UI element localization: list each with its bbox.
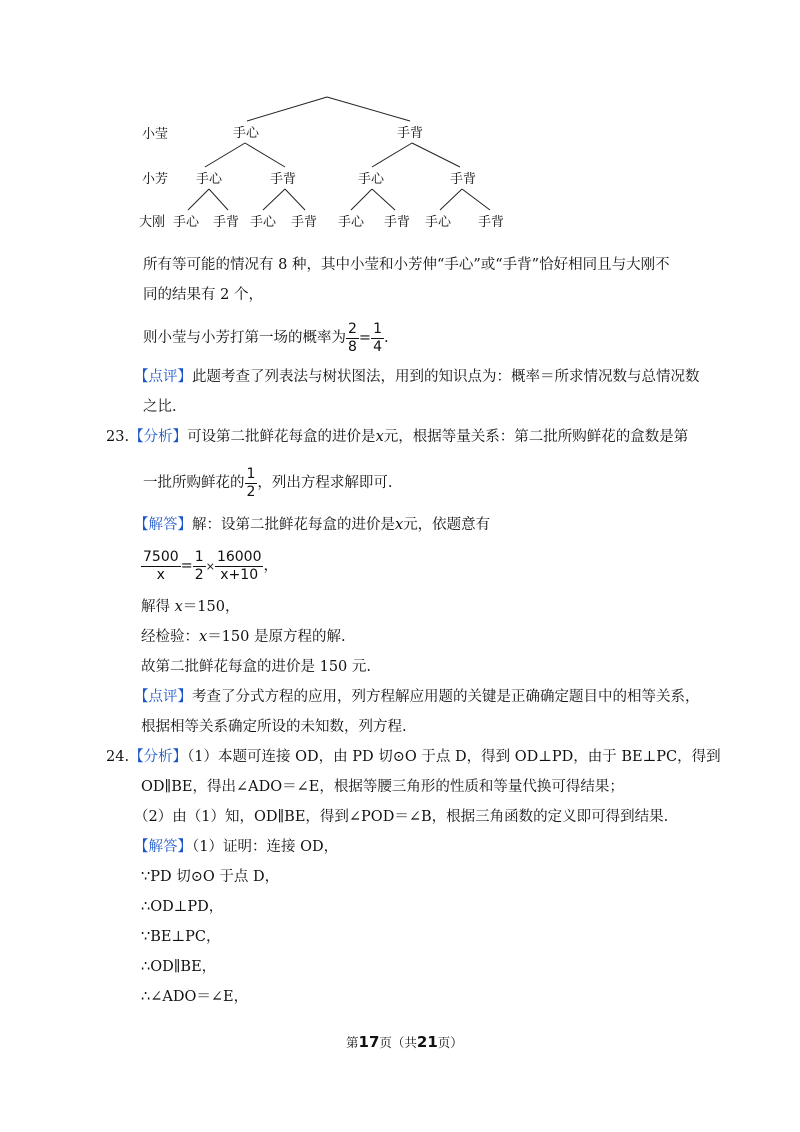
fraction-denominator: 8 bbox=[348, 338, 357, 355]
fraction-denominator: x+10 bbox=[220, 566, 259, 583]
analysis-tag: 【分析】 bbox=[129, 429, 188, 445]
tree-edge bbox=[412, 143, 460, 167]
fraction bbox=[215, 549, 264, 584]
period: . bbox=[384, 330, 389, 346]
question-number: 23. bbox=[106, 429, 130, 445]
q24-analysis-line: （2）由（1）知，OD∥BE，得到∠POD＝∠B，根据三角函数的定义即可得到结果. bbox=[134, 809, 669, 825]
comment-text: 此题考查了列表法与树状图法，用到的知识点为：概率＝所求情况数与总情况数 bbox=[192, 369, 700, 385]
tree-edge bbox=[209, 189, 228, 210]
q24-analysis-line: OD∥BE，得出∠ADO＝∠E，根据等腰三角形的性质和等量代换可得结果； bbox=[141, 779, 624, 795]
q23-equation bbox=[141, 546, 278, 587]
solve-value: ＝150， bbox=[182, 599, 240, 615]
fraction-half bbox=[245, 466, 258, 501]
analysis-text: 元，根据等量关系：第二批所购鲜花的盒数是第 bbox=[383, 429, 689, 445]
footer-text: 第 bbox=[346, 1035, 359, 1050]
question-number: 24. bbox=[106, 749, 130, 765]
times-sign: × bbox=[205, 560, 215, 573]
answer-tag: 【解答】 bbox=[134, 517, 192, 533]
tree-edge bbox=[188, 189, 209, 210]
fraction-numerator: 1 bbox=[246, 465, 256, 482]
tree-edge bbox=[440, 189, 462, 210]
tree-edge bbox=[351, 189, 372, 210]
solve-text: 解得 bbox=[141, 599, 175, 615]
fraction bbox=[346, 321, 359, 356]
proof-step: ∴OD∥BE， bbox=[141, 959, 217, 975]
variable-x: x bbox=[174, 599, 183, 615]
fraction-numerator: 1 bbox=[373, 320, 382, 337]
q23-conclusion: 故第二批鲜花每盒的进价是 150 元. bbox=[141, 659, 372, 675]
tree-edge bbox=[327, 97, 410, 121]
tree-edge bbox=[372, 189, 395, 210]
answer-text: 解：设第二批鲜花每盒的进价是 bbox=[192, 517, 395, 533]
q23-comment-text: 根据相等关系确定所设的未知数，列方程. bbox=[141, 719, 407, 735]
tree-edge bbox=[263, 189, 285, 210]
tree-edge bbox=[285, 189, 305, 210]
fraction-denominator: x bbox=[156, 566, 165, 583]
q24-answer bbox=[134, 837, 338, 857]
q23-comment bbox=[134, 687, 700, 707]
fraction bbox=[193, 549, 206, 584]
q22-probability-line bbox=[143, 318, 389, 358]
tree-edge bbox=[462, 189, 490, 210]
variable-x: x bbox=[199, 629, 208, 645]
proof-step: ∴OD⊥PD， bbox=[141, 899, 224, 915]
analysis-tag: 【分析】 bbox=[129, 749, 188, 765]
proof-step: ∴∠ADO＝∠E， bbox=[141, 989, 249, 1005]
tree-leaf: 手背 bbox=[213, 215, 240, 230]
tree-node: 手心 bbox=[358, 172, 385, 187]
answer-text: （1）证明：连接 OD， bbox=[192, 839, 339, 855]
q22-comment bbox=[134, 367, 700, 387]
tree-leaf: 手心 bbox=[250, 215, 277, 230]
tree-leaf: 手心 bbox=[338, 215, 365, 230]
tree-node: 手心 bbox=[196, 172, 223, 187]
fraction-numerator: 16000 bbox=[216, 548, 262, 565]
footer-text: 页（共 bbox=[379, 1035, 417, 1050]
page-footer bbox=[346, 1032, 463, 1053]
q22-comment-text: 之比. bbox=[143, 399, 177, 415]
tree-node: 手心 bbox=[233, 126, 260, 141]
tree-edge bbox=[247, 97, 327, 121]
tree-leaf: 手心 bbox=[173, 215, 200, 230]
q23-solve-line bbox=[141, 597, 239, 617]
tree-edge bbox=[205, 143, 245, 167]
tree-node: 手背 bbox=[270, 172, 297, 187]
footer-text: 页） bbox=[437, 1035, 463, 1050]
variable-x: x bbox=[395, 517, 404, 533]
tree-edge bbox=[245, 143, 285, 167]
page-number: 17 bbox=[358, 1033, 380, 1051]
fraction-numerator: 1 bbox=[194, 548, 204, 565]
proof-step: ∵BE⊥PC， bbox=[141, 929, 221, 945]
check-value: ＝150 是原方程的解. bbox=[207, 629, 346, 645]
fraction-numerator: 7500 bbox=[143, 548, 179, 565]
fraction-denominator: 2 bbox=[194, 566, 204, 583]
fraction-denominator: 4 bbox=[373, 338, 382, 355]
proof-step: ∵PD 切⊙O 于点 D， bbox=[141, 869, 280, 885]
tree-leaf: 手背 bbox=[384, 215, 411, 230]
analysis-text: 可设第二批鲜花每盒的进价是 bbox=[187, 429, 376, 445]
fraction bbox=[141, 549, 181, 584]
tree-leaf: 手背 bbox=[291, 215, 318, 230]
fraction bbox=[371, 321, 384, 356]
comment-tag: 【点评】 bbox=[134, 689, 192, 705]
answer-tag: 【解答】 bbox=[134, 839, 192, 855]
total-pages: 21 bbox=[416, 1033, 438, 1051]
comma: ， bbox=[263, 558, 278, 574]
variable-x: x bbox=[375, 429, 384, 445]
check-text: 经检验： bbox=[141, 629, 199, 645]
tree-leaf: 手背 bbox=[478, 215, 505, 230]
tree-row-label: 小莹 bbox=[142, 127, 169, 142]
fraction-denominator: 2 bbox=[246, 483, 256, 500]
tree-diagram bbox=[0, 0, 800, 240]
q23-check-line bbox=[141, 627, 346, 647]
answer-text: 元，依题意有 bbox=[403, 517, 491, 533]
analysis-text: 一批所购鲜花的 bbox=[143, 475, 245, 491]
q23-analysis bbox=[106, 427, 688, 447]
tree-node: 手背 bbox=[450, 172, 477, 187]
fraction-numerator: 2 bbox=[348, 320, 357, 337]
tree-row-label: 小芳 bbox=[142, 172, 169, 187]
analysis-text: （1）本题可连接 OD，由 PD 切⊙O 于点 D，得到 OD⊥PD，由于 BE⊥PC，得到 bbox=[187, 749, 721, 765]
equals-sign: = bbox=[180, 558, 193, 574]
tree-edge bbox=[372, 143, 412, 167]
comment-text: 考查了分式方程的应用，列方程解应用题的关键是正确确定题目中的相等关系， bbox=[192, 689, 700, 705]
q22-text-line: 所有等可能的情况有 8 种，其中小莹和小芳伸“手心”或“手背”恰好相同且与大刚不 bbox=[143, 257, 670, 273]
comment-tag: 【点评】 bbox=[134, 369, 192, 385]
tree-leaf: 手心 bbox=[425, 215, 452, 230]
q23-analysis-line2 bbox=[143, 463, 393, 503]
tree-node: 手背 bbox=[397, 126, 424, 141]
q22-probability-text: 则小莹与小芳打第一场的概率为 bbox=[143, 330, 346, 346]
tree-row-label: 大刚 bbox=[139, 215, 166, 230]
q24-analysis bbox=[106, 747, 721, 767]
q23-answer bbox=[134, 515, 490, 535]
analysis-text: ，列出方程求解即可. bbox=[257, 475, 393, 491]
q22-text-line: 同的结果有 2 个， bbox=[143, 287, 263, 303]
equals-sign: = bbox=[358, 330, 372, 346]
